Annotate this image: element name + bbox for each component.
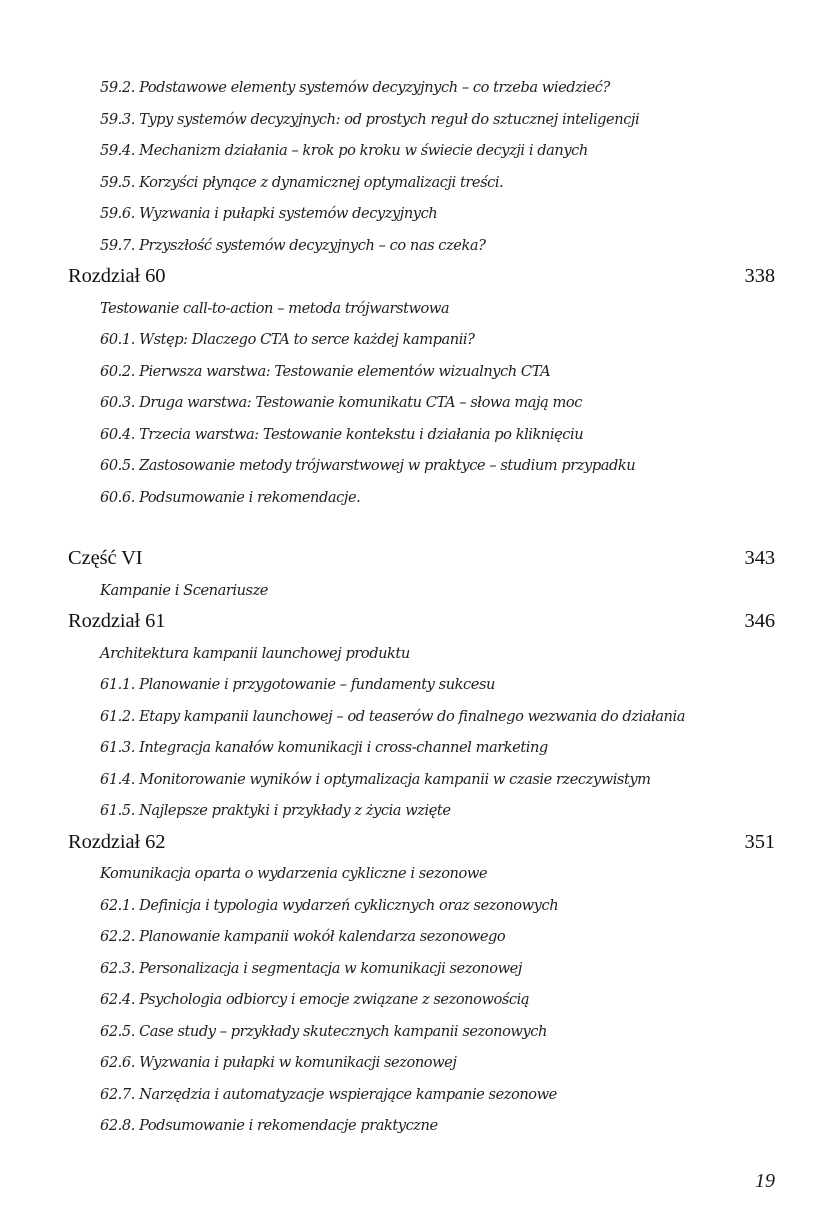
toc-chapter-61-title: Architektura kampanii launchowej produktu — [100, 644, 410, 662]
toc-subsection-59-3: 59.3. Typy systemów decyzyjnych: od prostych reguł do sztucznej inteligencji — [100, 110, 640, 128]
toc-subsection-62-4: 62.4. Psychologia odbiorcy i emocje związane z sezonowością — [100, 991, 530, 1008]
chapter-page-number: 351 — [744, 830, 775, 853]
toc-chapter-60 — [68, 261, 775, 293]
chapter-label: Rozdział 62 — [68, 830, 166, 853]
toc-subsection-61-1: 61.1. Planowanie i przygotowanie – fundamenty sukcesu — [100, 676, 495, 693]
chapter-label: Rozdział 60 — [68, 265, 166, 287]
toc-subsection-62-1: 62.1. Definicja i typologia wydarzeń cyklicznych oraz sezonowych — [100, 896, 559, 914]
chapter-page-number: 346 — [744, 610, 775, 632]
toc-chapter-62 — [68, 827, 775, 859]
toc-subsection-60-1: 60.1. Wstęp: Dlaczego CTA to serce każdej kampanii? — [100, 331, 475, 348]
toc-subsection-59-2: 59.2. Podstawowe elementy systemów decyzyjnych – co trzeba wiedzieć? — [100, 79, 610, 96]
toc-subsection-61-2: 61.2. Etapy kampanii launchowej – od teaserów do finalnego wezwania do działania — [100, 707, 685, 725]
toc-part-6-title: Kampanie i Scenariusze — [100, 581, 268, 599]
toc-subsection-59-5: 59.5. Korzyści płynące z dynamicznej optymalizacji treści. — [100, 173, 504, 191]
toc-subsection-59-4: 59.4. Mechanizm działania – krok po kroku w świecie decyzji i danych — [100, 142, 588, 159]
chapter-page-number: 338 — [744, 265, 775, 287]
toc-subsection-61-3: 61.3. Integracja kanałów komunikacji i cross-channel marketing — [100, 739, 548, 756]
toc-subsection-60-5: 60.5. Zastosowanie metody trójwarstwowej w praktyce – studium przypadku — [100, 457, 636, 474]
toc-subsection-61-4: 61.4. Monitorowanie wyników i optymalizacja kampanii w czasie rzeczywistym — [100, 770, 651, 788]
toc-part-6 — [68, 543, 775, 575]
toc-subsection-60-6: 60.6. Podsumowanie i rekomendacje. — [100, 488, 361, 506]
part-page-number: 343 — [744, 547, 775, 569]
toc-subsection-62-6: 62.6. Wyzwania i pułapki w komunikacji sezonowej — [100, 1054, 457, 1071]
toc-subsection-59-7: 59.7. Przyszłość systemów decyzyjnych – co nas czeka? — [100, 236, 486, 254]
toc-subsection-60-3: 60.3. Druga warstwa: Testowanie komunikatu CTA – słowa mają moc — [100, 394, 582, 411]
table-of-contents — [68, 72, 775, 1142]
toc-subsection-60-4: 60.4. Trzecia warstwa: Testowanie kontekstu i działania po kliknięciu — [100, 425, 584, 443]
part-label: Część VI — [68, 547, 143, 569]
toc-subsection-62-7: 62.7. Narzędzia i automatyzacje wspierające kampanie sezonowe — [100, 1085, 557, 1103]
toc-subsection-62-8: 62.8. Podsumowanie i rekomendacje praktyczne — [100, 1117, 438, 1134]
toc-chapter-61 — [68, 606, 775, 638]
chapter-label: Rozdział 61 — [68, 610, 166, 632]
toc-subsection-60-2: 60.2. Pierwsza warstwa: Testowanie elementów wizualnych CTA — [100, 362, 551, 380]
section-spacer — [68, 513, 775, 543]
toc-chapter-60-title: Testowanie call-to-action – metoda trójwarstwowa — [100, 299, 450, 317]
toc-subsection-62-2: 62.2. Planowanie kampanii wokół kalendarza sezonowego — [100, 928, 506, 945]
toc-subsection-62-5: 62.5. Case study – przykłady skutecznych kampanii sezonowych — [100, 1022, 547, 1040]
toc-subsection-62-3: 62.3. Personalizacja i segmentacja w komunikacji sezonowej — [100, 959, 522, 977]
toc-subsection-61-5: 61.5. Najlepsze praktyki i przykłady z życia wzięte — [100, 802, 451, 819]
toc-chapter-62-title: Komunikacja oparta o wydarzenia cykliczne i sezonowe — [100, 865, 488, 882]
page-number: 19 — [755, 1170, 775, 1192]
toc-subsection-59-6: 59.6. Wyzwania i pułapki systemów decyzyjnych — [100, 205, 438, 222]
